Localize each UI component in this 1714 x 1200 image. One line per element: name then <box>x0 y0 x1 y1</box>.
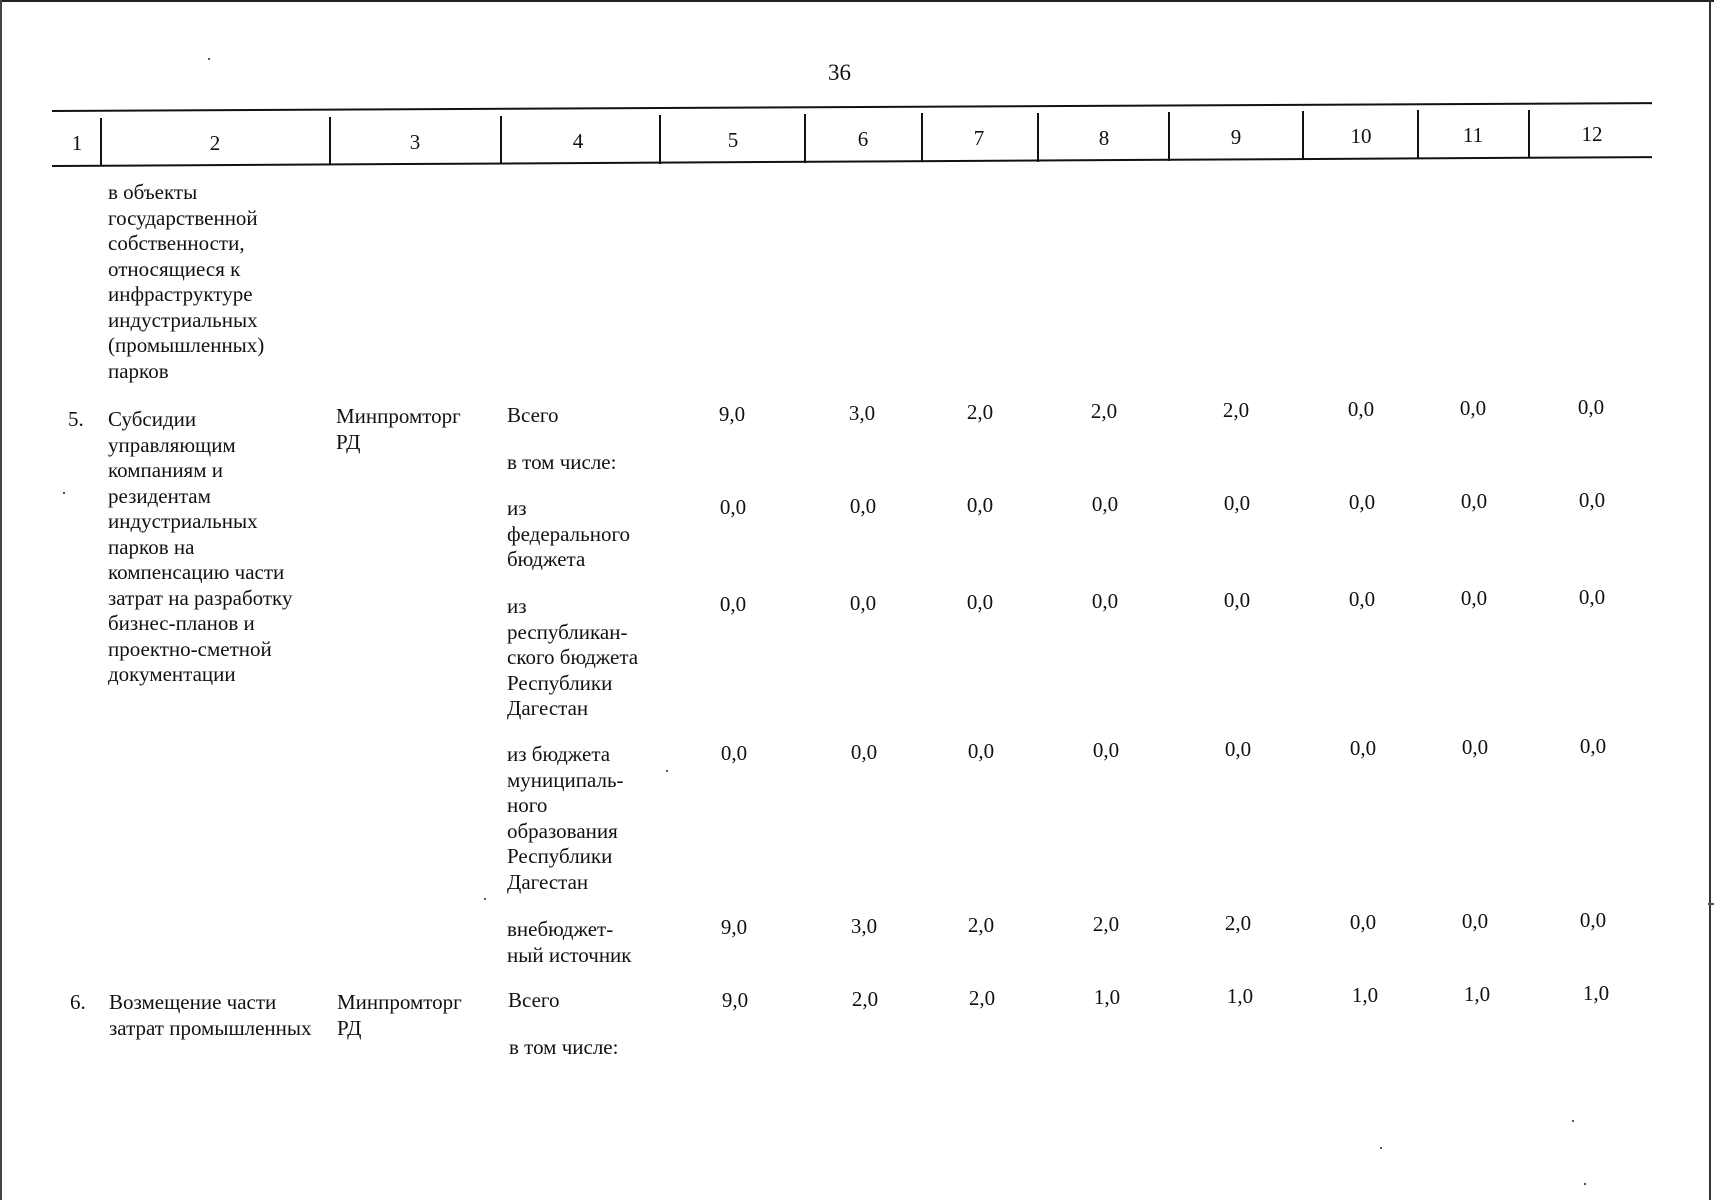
value-cell: 0,0 <box>1348 587 1376 611</box>
measure-continuation-text: в объекты государственной собственности, относящиеся к инфраструктуре индустриальных (промышленных) парков <box>108 180 265 383</box>
header-separator <box>804 114 806 163</box>
funding-source: Всего <box>507 403 559 427</box>
page-edge-right <box>1709 0 1711 1200</box>
value-cell: 0,0 <box>1091 589 1119 613</box>
scan-speck <box>1708 903 1714 905</box>
value-cell: 0,0 <box>1349 736 1377 760</box>
scan-speck <box>208 58 210 60</box>
scan-speck <box>484 898 486 900</box>
value-cell: 1,0 <box>1093 985 1121 1009</box>
funding-source: из бюджета муниципаль- ного образования Республики Дагестан <box>507 742 624 894</box>
value-cell: 0,0 <box>1461 735 1489 759</box>
header-bottom-rule <box>52 156 1652 167</box>
row-number: 6. <box>70 990 86 1014</box>
value-cell: 9,0 <box>721 988 749 1012</box>
value-cell: 2,0 <box>967 913 995 937</box>
value-cell: 0,0 <box>1460 586 1488 610</box>
value-cell: 9,0 <box>720 915 748 939</box>
value-cell: 9,0 <box>718 402 746 426</box>
value-cell: 2,0 <box>1090 399 1118 423</box>
value-cell: 3,0 <box>848 401 876 425</box>
value-cell: 0,0 <box>849 494 877 518</box>
value-cell: 0,0 <box>1578 585 1606 609</box>
header-separator <box>1037 113 1039 162</box>
value-cell: 0,0 <box>1349 910 1377 934</box>
value-cell: 0,0 <box>850 740 878 764</box>
funding-source: в том числе: <box>507 450 617 474</box>
header-separator <box>659 115 661 164</box>
value-cell: 0,0 <box>849 591 877 615</box>
header-top-rule <box>52 102 1652 112</box>
column-header: 2 <box>209 131 221 155</box>
column-header: 9 <box>1230 125 1242 149</box>
header-separator <box>1168 112 1170 161</box>
scan-speck <box>666 770 668 772</box>
column-header: 8 <box>1098 126 1110 150</box>
funding-source: в том числе: <box>509 1035 619 1059</box>
column-header: 11 <box>1462 123 1484 147</box>
value-cell: 3,0 <box>850 914 878 938</box>
value-cell: 0,0 <box>1091 492 1119 516</box>
value-cell: 0,0 <box>1578 488 1606 512</box>
funding-source: из федерального бюджета <box>507 496 631 571</box>
value-cell: 0,0 <box>1461 909 1489 933</box>
value-cell: 1,0 <box>1226 984 1254 1008</box>
value-cell: 0,0 <box>1348 490 1376 514</box>
scan-speck <box>1380 1147 1382 1149</box>
executor: Минпромторг РД <box>336 404 461 454</box>
scan-speck <box>1572 1120 1574 1122</box>
value-cell: 0,0 <box>719 592 747 616</box>
header-separator <box>100 118 102 165</box>
value-cell: 0,0 <box>1459 396 1487 420</box>
scan-speck <box>1584 1183 1586 1185</box>
value-cell: 0,0 <box>967 739 995 763</box>
measure-name: Возмещение части затрат промышленных <box>109 990 312 1040</box>
header-separator <box>1528 110 1530 158</box>
value-cell: 2,0 <box>966 400 994 424</box>
funding-source: внебюджет- ный источник <box>507 917 632 967</box>
column-header: 6 <box>857 127 869 151</box>
value-cell: 2,0 <box>1224 911 1252 935</box>
column-header: 4 <box>572 129 584 153</box>
column-header: 12 <box>1581 122 1603 146</box>
value-cell: 0,0 <box>1223 491 1251 515</box>
column-header: 7 <box>973 126 985 150</box>
value-cell: 0,0 <box>966 590 994 614</box>
header-separator <box>500 116 502 164</box>
scan-speck <box>63 492 65 494</box>
header-separator <box>921 113 923 162</box>
header-separator <box>1302 111 1304 160</box>
value-cell: 2,0 <box>851 987 879 1011</box>
value-cell: 2,0 <box>1092 912 1120 936</box>
value-cell: 0,0 <box>1347 397 1375 421</box>
value-cell: 0,0 <box>719 495 747 519</box>
value-cell: 0,0 <box>1579 734 1607 758</box>
column-header: 10 <box>1350 124 1372 148</box>
measure-name: Субсидии управляющим компаниям и резидентам индустриальных парков на компенсацию части затрат на разработку бизнес-планов и проектно-сметной документации <box>108 407 293 686</box>
value-cell: 0,0 <box>1092 738 1120 762</box>
column-header: 3 <box>409 130 421 154</box>
value-cell: 0,0 <box>1579 908 1607 932</box>
value-cell: 2,0 <box>968 986 996 1010</box>
funding-source: из республикан- ского бюджета Республики Дагестан <box>507 594 639 720</box>
value-cell: 0,0 <box>1577 395 1605 419</box>
header-separator <box>329 117 331 164</box>
page-edge-top <box>0 0 1714 2</box>
funding-source: Всего <box>508 988 560 1012</box>
value-cell: 0,0 <box>1224 737 1252 761</box>
value-cell: 1,0 <box>1463 982 1491 1006</box>
value-cell: 0,0 <box>1460 489 1488 513</box>
value-cell: 2,0 <box>1222 398 1250 422</box>
column-header: 1 <box>71 131 83 155</box>
value-cell: 0,0 <box>720 741 748 765</box>
value-cell: 0,0 <box>966 493 994 517</box>
page-number: 36 <box>828 60 851 85</box>
executor: Минпромторг РД <box>337 990 462 1040</box>
page-edge-left <box>0 0 2 1200</box>
value-cell: 0,0 <box>1223 588 1251 612</box>
header-separator <box>1417 110 1419 159</box>
value-cell: 1,0 <box>1582 981 1610 1005</box>
row-number: 5. <box>68 407 84 431</box>
column-header: 5 <box>727 128 739 152</box>
value-cell: 1,0 <box>1351 983 1379 1007</box>
